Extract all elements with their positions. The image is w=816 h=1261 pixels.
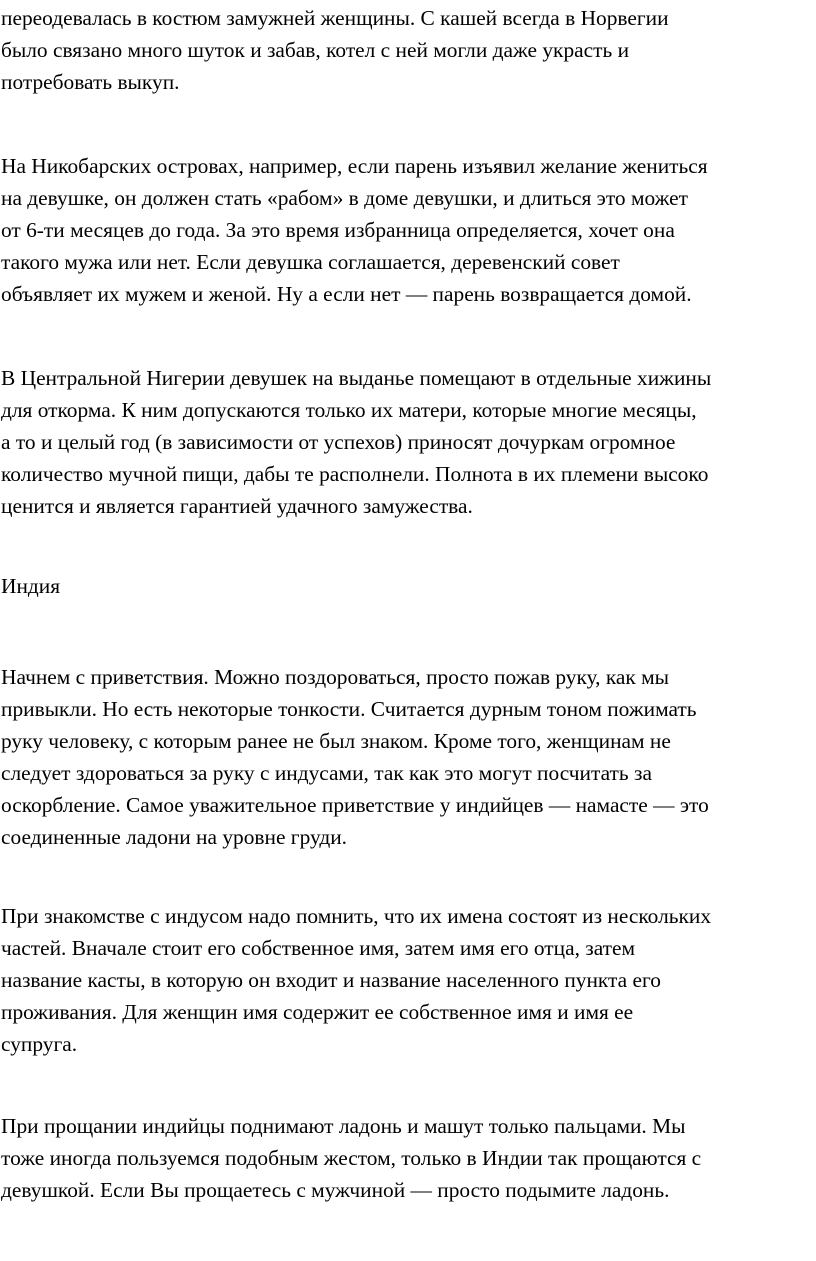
text-line: частей. Вначале стоит его собственное имя, затем имя его отца, затем (1, 936, 636, 960)
paragraph-india-names (1, 900, 816, 1060)
text-line: количество мучной пищи, дабы те располнели. Полнота в их племени высоко (1, 462, 709, 486)
text-line: При знакомстве с индусом надо помнить, что их имена состоят из нескольких (1, 904, 712, 928)
text-line: тоже иногда пользуемся подобным жестом, только в Индии так прощаются с (1, 1146, 702, 1170)
text-line: привыкли. Но есть некоторые тонкости. Считается дурным тоном пожимать (1, 697, 697, 721)
text-line: Начнем с приветствия. Можно поздороваться, просто пожав руку, как мы (1, 665, 670, 689)
paragraph-nicobar-islands (1, 150, 816, 310)
text-line: руку человеку, с которым ранее не был знаком. Кроме того, женщинам не (1, 729, 671, 753)
paragraph-india-farewell (1, 1110, 816, 1206)
text-line: для откорма. К ним допускаются только их матери, которые многие месяцы, (1, 398, 697, 422)
paragraph-norway-porridge (1, 2, 816, 98)
text-line: на девушке, он должен стать «рабом» в доме девушки, и длиться это может (1, 186, 688, 210)
text-line: переодевалась в костюм замужней женщины. С кашей всегда в Норвегии (1, 6, 669, 30)
text-line: При прощании индийцы поднимают ладонь и машут только пальцами. Мы (1, 1114, 686, 1138)
text-line: Индия (1, 574, 61, 598)
text-line: было связано много шуток и забав, котел с ней могли даже украсть и (1, 38, 630, 62)
text-line: На Никобарских островах, например, если парень изъявил желание жениться (1, 154, 708, 178)
paragraph-central-nigeria (1, 362, 816, 522)
text-line: потребовать выкуп. (1, 70, 180, 94)
text-line: объявляет их мужем и женой. Ну а если нет — парень возвращается домой. (1, 282, 692, 306)
text-line: название касты, в которую он входит и название населенного пункта его (1, 968, 661, 992)
section-heading-india (1, 570, 816, 602)
text-line: проживания. Для женщин имя содержит ее собственное имя и имя ее (1, 1000, 634, 1024)
text-line: а то и целый год (в зависимости от успехов) приносят дочуркам огромное (1, 430, 676, 454)
text-line: соединенные ладони на уровне груди. (1, 825, 348, 849)
text-line: супруга. (1, 1032, 78, 1056)
paragraph-india-greeting (1, 661, 816, 853)
text-line: девушкой. Если Вы прощаетесь с мужчиной — просто подымите ладонь. (1, 1178, 670, 1202)
text-line: следует здороваться за руку с индусами, так как это могут посчитать за (1, 761, 652, 785)
text-line: от 6-ти месяцев до года. За это время избранница определяется, хочет она (1, 218, 675, 242)
text-line: В Центральной Нигерии девушек на выданье помещают в отдельные хижины (1, 366, 712, 390)
text-line: оскорбление. Самое уважительное приветствие у индийцев — намасте — это (1, 793, 709, 817)
text-line: ценится и является гарантией удачного замужества. (1, 494, 473, 518)
text-line: такого мужа или нет. Если девушка соглашается, деревенский совет (1, 250, 620, 274)
